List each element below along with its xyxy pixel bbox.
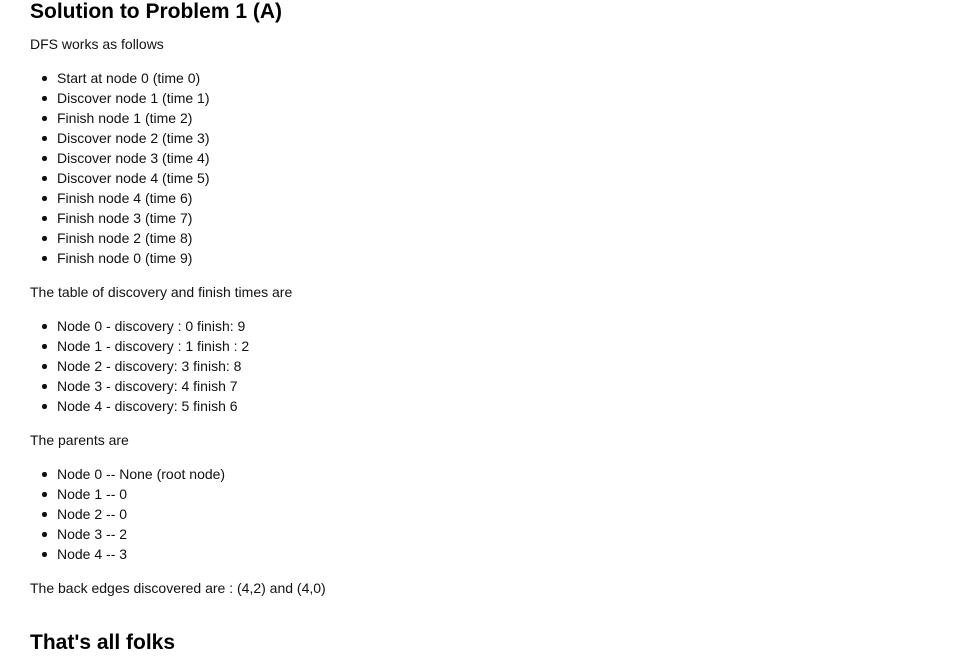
list-item: Finish node 4 (time 6)	[30, 188, 930, 208]
times-intro-text: The table of discovery and finish times are	[30, 284, 293, 300]
list-item: Node 2 - discovery: 3 finish: 8	[30, 356, 930, 376]
list-item: Node 1 -- 0	[30, 484, 930, 504]
list-item: Node 0 - discovery : 0 finish: 9	[30, 316, 930, 336]
back-edges-text: The back edges discovered are : (4,2) and (4,0)	[30, 580, 326, 596]
page-title: Solution to Problem 1 (A)	[30, 0, 282, 23]
list-item: Start at node 0 (time 0)	[30, 68, 930, 88]
list-item: Node 4 -- 3	[30, 544, 930, 564]
times-list	[30, 316, 930, 416]
document-page	[30, 0, 930, 655]
list-item: Node 3 - discovery: 4 finish 7	[30, 376, 930, 396]
list-item: Node 4 - discovery: 5 finish 6	[30, 396, 930, 416]
list-item: Finish node 0 (time 9)	[30, 248, 930, 268]
list-item: Discover node 2 (time 3)	[30, 128, 930, 148]
dfs-intro-text: DFS works as follows	[30, 36, 164, 52]
list-item: Node 2 -- 0	[30, 504, 930, 524]
parents-intro-text: The parents are	[30, 432, 129, 448]
list-item: Discover node 3 (time 4)	[30, 148, 930, 168]
closing-heading: That's all folks	[30, 631, 176, 654]
dfs-steps-list	[30, 68, 930, 268]
list-item: Node 0 -- None (root node)	[30, 464, 930, 484]
parents-list	[30, 464, 930, 564]
list-item: Node 1 - discovery : 1 finish : 2	[30, 336, 930, 356]
list-item: Discover node 1 (time 1)	[30, 88, 930, 108]
list-item: Finish node 3 (time 7)	[30, 208, 930, 228]
list-item: Finish node 2 (time 8)	[30, 228, 930, 248]
list-item: Node 3 -- 2	[30, 524, 930, 544]
list-item: Discover node 4 (time 5)	[30, 168, 930, 188]
list-item: Finish node 1 (time 2)	[30, 108, 930, 128]
